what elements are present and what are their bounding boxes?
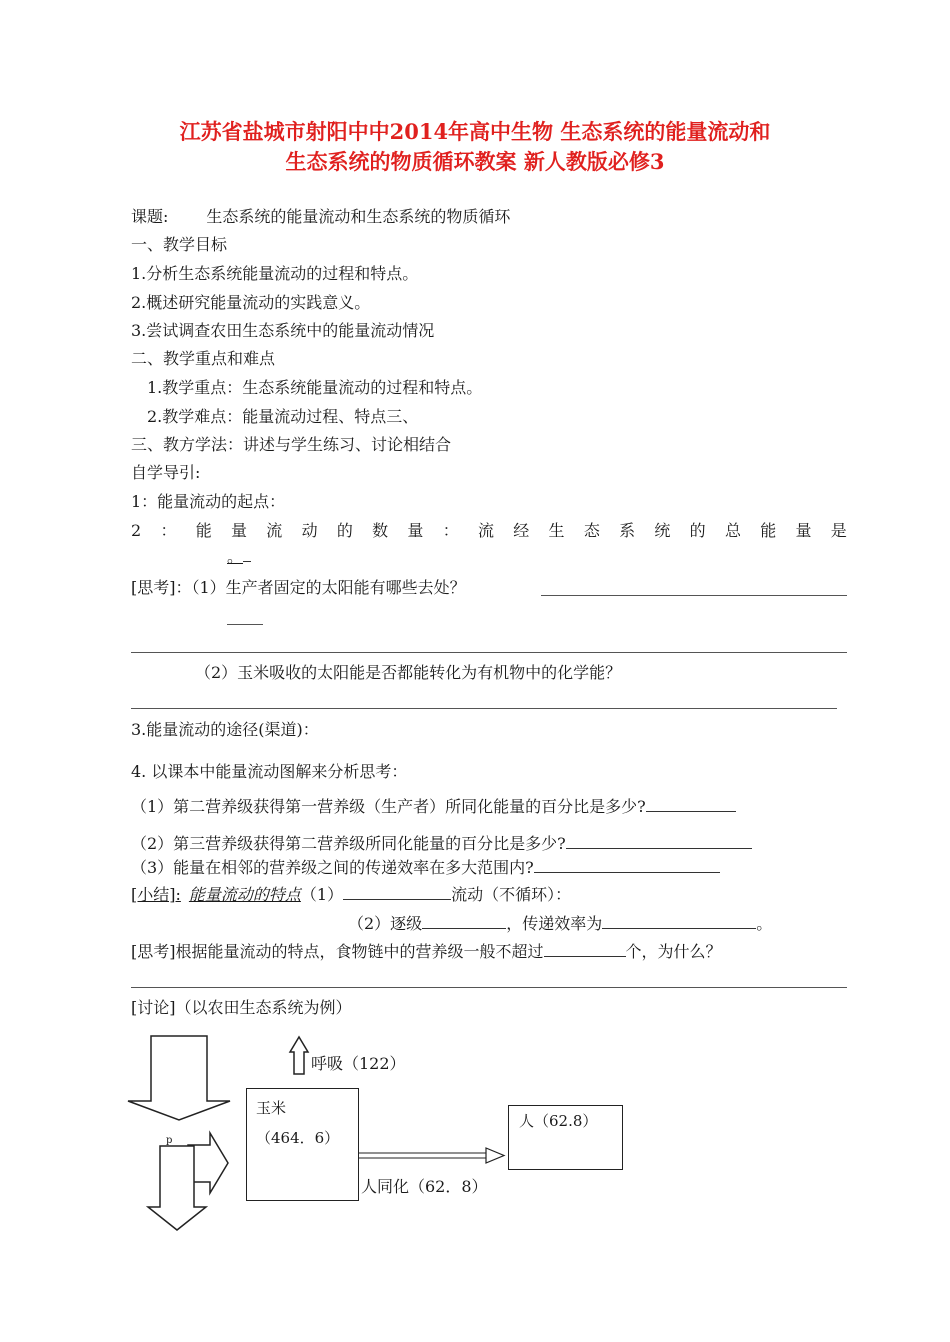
think-question-1-text: （1）生产者固定的太阳能有哪些去处？: [191, 578, 466, 597]
summary-title: 能量流动的特点: [188, 885, 301, 904]
section-goals-heading: 一、教学目标: [131, 235, 228, 254]
question-4-2: （2）第三营养级获得第二营养级所同化能量的百分比是多少?: [131, 833, 752, 855]
section-method-heading: 三、教方学法：讲述与学生练习、讨论相结合: [131, 435, 452, 454]
goal-2: 2.概述研究能量流动的实践意义。: [131, 293, 371, 312]
section-keypoints-heading: 二、教学重点和难点: [131, 349, 276, 368]
discussion-heading: [讨论]（以农田生态系统为例）: [131, 998, 352, 1017]
goal-3: 3.尝试调查农田生态系统中的能量流动情况: [131, 321, 435, 340]
respiration-label: 呼吸（122）: [311, 1054, 406, 1073]
document-title-line2: 生态系统的物质循环教案 新人教版必修3: [285, 149, 665, 174]
question-2: 2 ： 能 量 流 动 的 数 量 ： 流 经 生 态 系 统 的 总 能 量 是: [131, 521, 847, 540]
document-title-line1: 江苏省盐城市射阳中中2014年高中生物 生态系统的能量流动和: [179, 119, 771, 144]
question-1: 1：能量流动的起点：: [131, 492, 286, 511]
question-4: 4. 以课本中能量流动图解来分析思考：: [131, 762, 408, 781]
summary-line-1: [小结]: 能量流动的特点（1） 流动（不循环）：: [131, 885, 572, 904]
human-label: 人（62.8）: [519, 1112, 598, 1130]
human-assimilation-label: 人同化（62．8）: [361, 1177, 488, 1196]
think-question-3: [思考]根据能量流动的特点，食物链中的营养级一般不超过 个，为什么？: [131, 942, 722, 961]
think-question-2: （2）玉米吸收的太阳能是否都能转化为有机物中的化学能？: [195, 663, 622, 682]
sunlight-down-arrow: [128, 1036, 230, 1120]
summary-line-2: （2）逐级 ，传递效率为 。: [348, 914, 773, 933]
topic-text: 生态系统的能量流动和生态系统的物质循环: [206, 207, 511, 226]
small-mark: p: [166, 1135, 173, 1146]
corn-name: 玉米: [256, 1099, 287, 1117]
question-4-1: （1）第二营养级获得第一营养级（生产者）所同化能量的百分比是多少?: [131, 796, 736, 818]
difficulty-point: 2.教学难点：能量流动过程、特点三、: [147, 407, 419, 426]
respiration-up-arrow: [290, 1037, 308, 1074]
topic-label: 课题:: [131, 207, 169, 226]
question-4-3: （3）能量在相邻的营养级之间的传递效率在多大范围内?: [131, 857, 720, 879]
corn-value: （464．6）: [256, 1129, 340, 1147]
question-3: 3.能量流动的途径(渠道)：: [131, 720, 319, 739]
summary-label: [小结]:: [131, 885, 181, 904]
goal-1: 1.分析生态系统能量流动的过程和特点。: [131, 264, 419, 283]
think-label: [思考]：: [131, 578, 192, 597]
question-2-end: 。: [227, 546, 251, 568]
self-study-guide: 自学导引:: [131, 463, 201, 482]
flow-arrow-head: [486, 1148, 504, 1163]
key-point: 1.教学重点：生态系统能量流动的过程和特点。: [147, 378, 483, 397]
